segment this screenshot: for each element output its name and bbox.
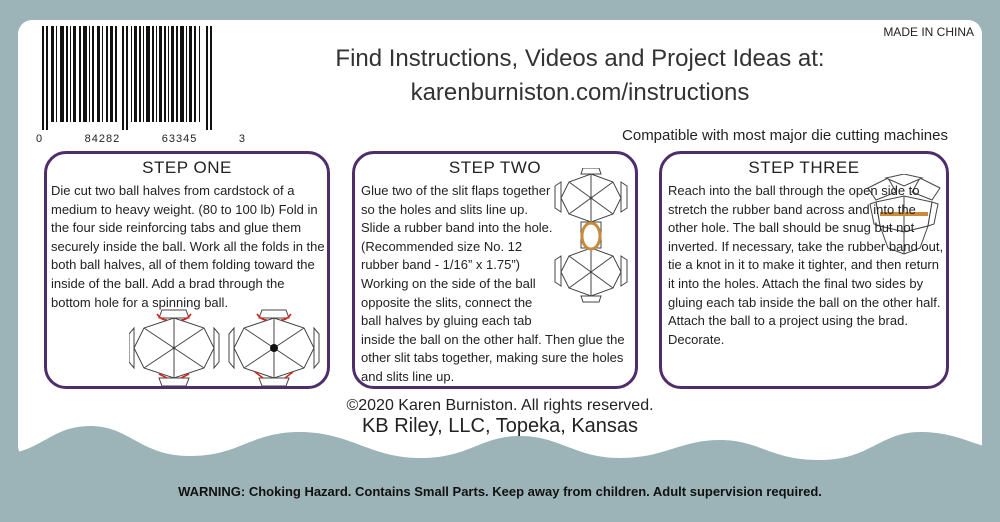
barcode-digit-group: 0 (36, 133, 44, 145)
headline-line-1: Find Instructions, Videos and Project Ideas at: (335, 45, 825, 72)
step-three-panel (659, 151, 949, 389)
joined-halves-illustration (547, 168, 635, 310)
copyright-line: ©2020 Karen Burniston. All rights reserved. (346, 397, 654, 414)
company-line: KB Riley, LLC, Topeka, Kansas (361, 415, 639, 437)
instructions-url[interactable]: karenburniston.com/instructions (410, 79, 750, 106)
made-in-label: MADE IN CHINA (883, 25, 974, 39)
step-title: STEP ONE (142, 158, 232, 177)
ball-halves-illustration (129, 306, 329, 386)
step-text: Die cut two ball halves from cardstock of a medium to heavy weight. (80 to 100 lb) Fold in the four side reinforcing tabs and glue them securely inside the ball. Work all the folds in the both ball halves, all of them folding toward the inside of the ball. Add a brad through the bottom hole for a spinning ball. (51, 183, 325, 310)
barcode-digits (36, 133, 246, 145)
compatibility-note: Compatible with most major die cutting machines (622, 127, 948, 144)
step-text: Reach into the ball through the open side to stretch the rubber band across and into the other hole. The ball should be snug but not inverted. If necessary, take the rubber band out, tie a knot in it to make it tighter, and then return it into the holes. Attach the final two sides by gluing each tab inside the ball on the other half. Attach the ball to a project using the brad. Decorate. (668, 183, 944, 347)
step-one-panel (44, 151, 330, 389)
barcode-digit-group: 63345 (161, 133, 198, 145)
step-two-panel (352, 151, 638, 389)
instructions-headline (290, 42, 870, 110)
step-text-body: Glue two of the slit flaps together so the holes and slits line up. Slide a rubber band into the hole. (Recommended size No. 12 rubber band - 1/16” x 1.75”) Working on the side of the ball opposite the slits, connect the ball halves by gluing each tab inside the ball on the other half. Then glue the other slit tabs together, making sure the holes and slits line up. (361, 183, 625, 384)
barcode (42, 26, 212, 130)
choking-hazard-warning: WARNING: Choking Hazard. Contains Small Parts. Keep away from children. Adult supervision required. (178, 484, 822, 499)
barcode-digit-group: 3 (238, 133, 246, 145)
step-title: STEP TWO (448, 158, 542, 177)
step-title: STEP THREE (748, 158, 860, 177)
barcode-digit-group: 84282 (84, 133, 121, 145)
